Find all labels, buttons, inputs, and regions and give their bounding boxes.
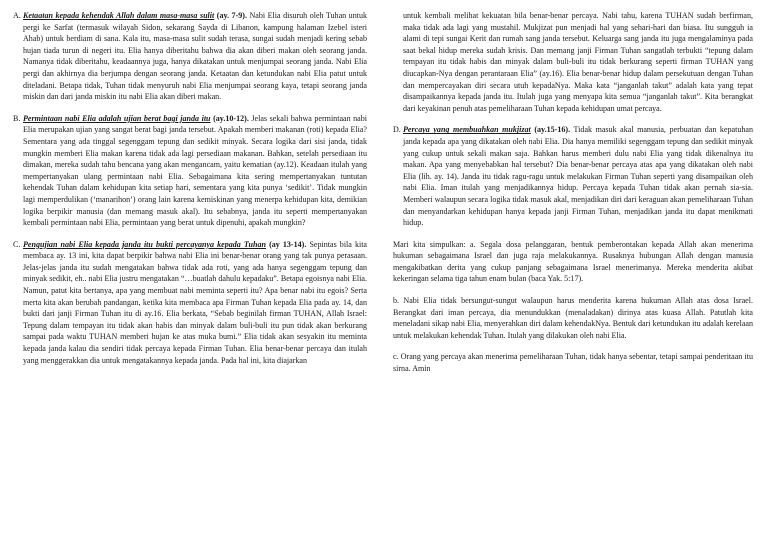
section-text: Tidak masuk akal manusia, perbuatan dan kepatuhan janda kepada apa yang dikatakan oleh nabi Elia. Dia hanya memiliki segenggam tepung dan sedikit minyak yang cukup untuk sekali makan saja. Bahkan harus memberi dulu nabi Elia yang tidak dikenalnya itu makan. Apa yang menyebabkan hal tersebut? Dia benar-benar percaya atas apa yang dikatakan oleh nabi Elia (lih. ay. 14). Janda itu tidak ragu-ragu untuk melakukan Firman Tuhan seperti yang disampaikan oleh nabi Elia. Iman itulah yang menjadikannya hidup. Percaya kepada Tuhan tidak akan pernah sia-sia. Memberi walaupun secara logika tidak masuk akal, menjadikan diri dari keraguan akan pemeliharaan Tuhan dan menyandarkan kehidupan hanya kepada janji Firman Tuhan, menjadikan janda itu dapat menikmati hidup. xyxy=(403,125,754,228)
section-d xyxy=(393,124,753,228)
section-body xyxy=(13,239,367,367)
section-heading: Percaya yang membuahkan mukjizat xyxy=(403,125,531,135)
section-heading: Ketaatan kepada kehendak Allah dalam masa-masa sulit xyxy=(23,11,215,20)
section-heading: Pengujian nabi Elia kepada janda itu bukti percayanya kepada Tuhan xyxy=(23,239,266,249)
section-body xyxy=(13,113,367,229)
section-b xyxy=(13,113,367,229)
section-text: Sepintas bila kita membaca ay. 13 ini, kita dapat berpikir bahwa nabi Elia ini benar-benar orang yang tak punya perasaan. Jelas-jelas janda itu sudah mengatakan bahwa tidak ada roti, yang ada hanya segenggam tepung dan minyak sedikit, eh.. nabi Elia justru mengatakan “…buatlah dahulu kepadaku”. Betapa egoisnya nabi Elia. Namun, patut kita bertanya, apa yang membuat nabi meminta seperti itu? Apa benar nabi itu egois? Serta merta kita akan berubah pandangan, ketika kita membaca apa Firman Tuhan kepada Elia pada ay. 14, dan bukti dari janji Firman Tuhan itu di ay.16. Elia berkata, “Sebab beginilah firman TUHAN, Allah Israel: Tepung dalam tempayan itu tidak akan habis dan minyak dalam buli-buli itu pun tidak akan berkurang sampai pada waktu TUHAN memberi hujan ke atas muka bumi.” Elia tidak akan sesyakin itu meminta kepada janda kalau dia sendiri tidak percaya kepada Firman Tuhan. Elia benar-benar percaya dan itulah yang menggerakkan dia untuk mengatakannya kepada janda. Pada hal ini, kita diajarkan xyxy=(23,239,368,365)
section-letter: D. xyxy=(393,125,401,135)
section-heading: Permintaan nabi Elia adalah ujian berat bagi janda itu xyxy=(23,113,211,123)
conclusion-b: b. Nabi Elia tidak bersungut-sungut walaupun harus menderita karena hukuman Allah atas dosa Israel. Berangkat dari iman percaya, dia menundukkan (menaladakan) dirinya atas kuasa Allah. Patutlah kita meneladani sikap nabi Elia, menyerahkan diri dalam kehendakNya. Bentuk dari ketundukan itu adalah kerelaan untuk melakukan kehendak Tuhan. Itulah yang dilakukan oleh nabi Elia. xyxy=(393,296,753,340)
right-column xyxy=(393,10,753,375)
section-c xyxy=(13,239,367,367)
section-a xyxy=(13,10,367,103)
section-reference: (ay.15-16). xyxy=(534,125,571,135)
section-reference: (ay. 7-9). xyxy=(216,11,247,20)
section-text: Nabi Elia disuruh oleh Tuhan untuk pergi ke Sarfat (termasuk wilayah Sidon, sekarang Sayda di Libanon, kampung halaman Izebel isteri Ahab) untuk berdiam di sana. Kala itu, masa-masa sulit sudah terasa, sungai sudah menjadi kering sebab hujan tiada turun di negeri itu. Elia hanya diberitahu bahwa dia akan diberi makan oleh seorang janda. Namanya tidak diberitahu, keadaannya juga, hanya dikatakan untuk menjumpai seorang janda. Nabi Elia pergi dan akhirnya dia berjumpa dengan seorang janda. Ketaatan dan ketundukan nabi Elia patut untuk diteladani. Betapa tidak, Tuhan tidak menyuruh nabi Elia menjumpai seorang kaya, tetapi seorang janda miskin dan dari janda miskin itu nabi Elia akan diberi makan. xyxy=(23,11,368,102)
conclusion-c: c. Orang yang percaya akan menerima pemeliharaan Tuhan, tidak hanya sebentar, tetapi sampai penderitaan itu sirna. Amin xyxy=(393,352,753,374)
section-text: Jelas sekali bahwa permintaan nabi Elia merupakan ujian yang sangat berat bagi janda tersebut. Apakah memberi makanan (roti) kepada Elia? Sementara yang ada tinggal segenggam tepung dan sedikit minyak. Secara logika dari sisi janda, tidak mungkin memberi Elia makan karena tidak ada lagi persediaan makanan. Bahkan, setelah persediaan itu dimakan, mereka sudah tahu bencana yang akan mengancam, yaitu kematian (ay.12). Keadaan itulah yang mempertanyakan ulang permintaan nabi Elia. Sebagaimana kita sering mempertanyakan tuntutan kehendak Tuhan dalam kehidupan kita setiap hari, sementara yang kita punya ‘sedikit’. Tidak mungkin lagi memperdulikan (‘manarihon’) orang lain karena kemiskinan yang menerpa kehidupan kita, demikian logika berpikir manusia (dan memang masuk akal). Itu sebabnya, janda itu seperti mempertanyakan kembali permintaan nabi Elia, permintaan yang berat untuk dipenuhi, apakah mungkin? xyxy=(23,113,367,228)
section-letter: B. xyxy=(13,113,21,123)
section-c-continuation xyxy=(393,10,753,114)
section-reference: (ay.10-12). xyxy=(213,113,249,123)
section-letter: A. xyxy=(13,11,21,20)
section-body xyxy=(393,124,753,228)
continuation-text: untuk kembali melihat kekuatan bila benar-benar percaya. Nabi tahu, karena TUHAN sudah berfirman, maka tidak ada lagi yang mustahil. Mukjizat pun menjadi hal yang sehari-hari dan biasa. Itu sungguh ia alami di tepi sungai Kerit dan rumah sang janda tersebut. Keluarga sang janda itu juga mengalaminya pada saat bekal hidup mereka sudah krisis. Dan memang janji Firman Tuhan sangatlah terbukti “tepung dalam tempayan itu tidak habis dan minyak dalam buli-buli itu tidak berkurang seperti firman TUHAN yang diucapkan-Nya dengan perantaraan Elia” (ay.16). Elia benar-benar hidup dalam persekutuan dengan Tuhan dan mempercayakan diri secara utuh kepadaNya. Maka kata “janganlah takut” adalah kata yang tepat disampaikannya kepada janda itu. Itulah juga yang menyapa kita semua “janganlah takut”. Kita berangkat dari keyakinan penuh atas pemeliharaan Tuhan kepada kehidupan umat percaya. xyxy=(403,11,753,113)
section-body xyxy=(13,10,367,103)
section-reference: (ay 13-14). xyxy=(269,239,307,249)
section-letter: C. xyxy=(13,239,21,249)
conclusion-a: Mari kita simpulkan: a. Segala dosa pelanggaran, bentuk pemberontakan kepada Allah akan menerima hukuman sebagaimana Israel dan juga raja melakukannya. Rusaknya hubungan Allah dengan manusia mengakibatkan derita yang cukup panjang sebagaimana Israel menerimanya. Mereka menderita akibat kekeringan selama tiga tahun enam bulan (baca Yak. 5:17). xyxy=(393,239,753,284)
left-column xyxy=(13,10,367,366)
